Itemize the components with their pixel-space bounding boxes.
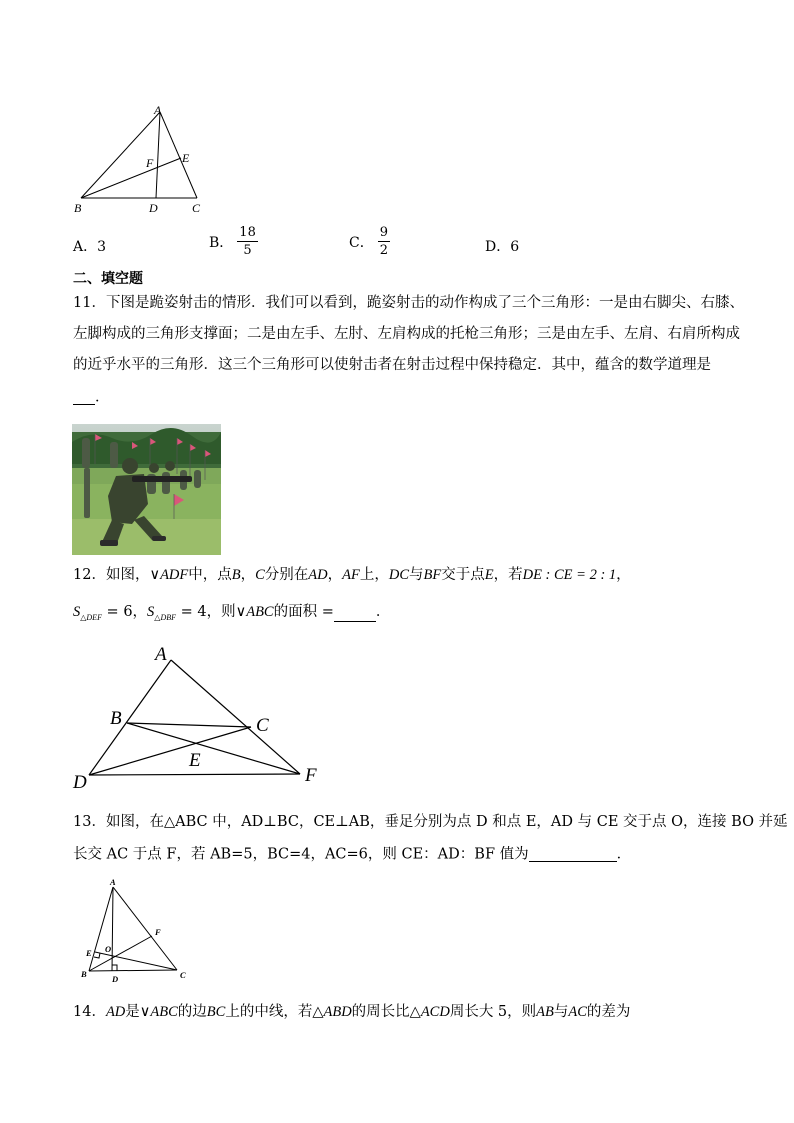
q12-text-7: 与 [409, 567, 424, 583]
q12-line2 [73, 605, 390, 622]
fig1-label-b: B [74, 201, 82, 215]
q11-end-punct: ． [95, 389, 110, 406]
q12-seg-bf: BF [423, 567, 442, 583]
q14-seg-ab: AB [536, 1004, 554, 1020]
q12-area1-sub: △DEF [80, 612, 102, 622]
q11-line3: 的近乎水平的三角形．这三个三角形可以使射击者在射击过程中保持稳定．其中，蕴含的数学道理是 [73, 357, 711, 373]
fig2-label-a: A [155, 644, 167, 665]
q13-answer-blank[interactable] [529, 847, 617, 862]
q14-text-2: 是 [125, 1004, 140, 1020]
q14-text-8: 的差为 [586, 1004, 631, 1020]
fig2-label-c: C [256, 715, 269, 736]
q13-end-punct: ． [616, 846, 632, 863]
figure-triangle-3 [80, 876, 195, 986]
q12-answer-blank[interactable] [334, 607, 376, 622]
option-c-fraction [378, 225, 390, 258]
q12-text-9: ，若 [493, 567, 523, 583]
q14-text-3: 的边 [177, 1004, 207, 1020]
q12-tri2: ∨ABC [235, 604, 274, 620]
fig2-label-e: E [189, 750, 201, 771]
q12-point-b: B [231, 567, 241, 583]
shooting-photo [72, 424, 221, 555]
option-d-label: D．6 [485, 239, 520, 255]
option-c-label: C． [349, 234, 374, 251]
fig3-label-e: E [86, 948, 92, 958]
fig3-label-c: C [180, 970, 186, 980]
q12-line1 [73, 568, 631, 583]
q12-tri1: ∨ADF [149, 567, 189, 583]
q12-text-8: 交于点 [441, 567, 485, 583]
option-c-numerator: 9 [379, 225, 388, 240]
fig3-label-f: F [155, 927, 161, 937]
q12-seg-af: AF [342, 567, 360, 583]
q14-text-6: 周长大 5，则 [449, 1004, 537, 1020]
q12-text-14: ． [375, 604, 391, 620]
q11-line1: 11．下图是跪姿射击的情形．我们可以看到，跪姿射击的动作构成了三个三角形：一是由右脚尖、右膝、 [73, 295, 744, 311]
q14-text-5: 的周长比△ [351, 1004, 421, 1020]
q12-text-10: ， [616, 567, 631, 583]
option-b[interactable] [209, 225, 258, 258]
fig2-label-f: F [305, 765, 317, 786]
q14-tri-abd: ABD [323, 1004, 352, 1020]
section-title: 二、填空题 [73, 271, 143, 287]
fig3-label-a: A [110, 877, 116, 887]
q12-area2-value: = 4 [176, 604, 207, 620]
q14-seg-ac: AC [568, 1004, 587, 1020]
fig1-label-e: E [182, 151, 190, 165]
fig2-label-d: D [73, 772, 87, 792]
q11-answer-blank[interactable] [73, 390, 95, 405]
q12-text-12: ，则 [206, 604, 236, 620]
q12-area1-value: = 6 [101, 604, 133, 620]
fig3-label-b: B [81, 969, 87, 979]
q12-text-2: 中，点 [188, 567, 232, 583]
option-b-label: B． [209, 234, 234, 251]
option-c-denominator: 2 [379, 243, 388, 258]
q14-text-1: 14． [73, 1004, 106, 1020]
option-b-fraction [237, 225, 258, 258]
q14-tri: ∨ABC [139, 1004, 178, 1020]
q14-line1 [73, 1005, 630, 1020]
fig2-label-b: B [110, 708, 122, 729]
fig1-label-c: C [192, 201, 201, 215]
figure-triangle-1 [70, 100, 220, 216]
fig1-label-a: A [154, 103, 162, 117]
q14-seg-ad: AD [105, 1004, 126, 1020]
q14-text-7: 与 [553, 1004, 569, 1020]
q12-seg-dc: DC [388, 567, 410, 583]
q12-text-1: 12．如图， [73, 567, 150, 583]
q13-line2 [73, 847, 631, 862]
option-b-numerator: 18 [239, 225, 256, 240]
q12-ratio: DE : CE = 2 : 1 [522, 567, 617, 583]
q12-area1-symbol: S [73, 604, 81, 620]
option-a-label: A．3 [73, 239, 107, 255]
q12-point-e: E [484, 567, 494, 583]
q12-text-4: 分别在 [264, 567, 309, 583]
q13-line2-text: 长交 AC 于点 F，若 AB=5，BC=4，AC=6，则 CE：AD：BF 值为 [73, 846, 529, 863]
q12-point-c: C [255, 567, 265, 583]
q11-line2: 左脚构成的三角形支撑面；二是由左手、左肘、左肩构成的托枪三角形；三是由左手、左肩、右肩所构成 [73, 326, 740, 342]
q12-area2-sub: △DBF [154, 612, 176, 622]
q12-text-6: 上， [359, 567, 389, 583]
fig1-label-f: F [146, 156, 154, 170]
q14-tri-acd: ACD [420, 1004, 450, 1020]
fig3-label-d: D [112, 974, 119, 984]
q12-seg-ad: AD [308, 567, 328, 583]
q12-text-13: 的面积 = [273, 604, 334, 620]
q11-line4 [73, 390, 110, 405]
q12-text-3: ， [240, 567, 256, 583]
q14-text-4: 上的中线，若△ [225, 1004, 324, 1020]
fig3-label-o: O [105, 944, 112, 954]
fig1-label-d: D [149, 201, 158, 215]
q12-area2-symbol: S [147, 604, 155, 620]
q14-seg-bc: BC [206, 1004, 226, 1020]
shooting-photo-image [72, 424, 221, 555]
option-a[interactable] [73, 236, 106, 256]
option-b-denominator: 5 [243, 243, 252, 258]
option-c[interactable] [349, 225, 390, 258]
figure-triangle-2 [70, 640, 330, 792]
q13-line1: 13．如图，在△ABC 中，AD⊥BC，CE⊥AB，垂足分别为点 D 和点 E，AD 与 CE 交于点 O，连接 BO 并延 [73, 814, 788, 830]
q12-text-11: ， [132, 604, 148, 620]
q12-text-5: ， [327, 567, 343, 583]
option-d[interactable] [485, 236, 519, 256]
